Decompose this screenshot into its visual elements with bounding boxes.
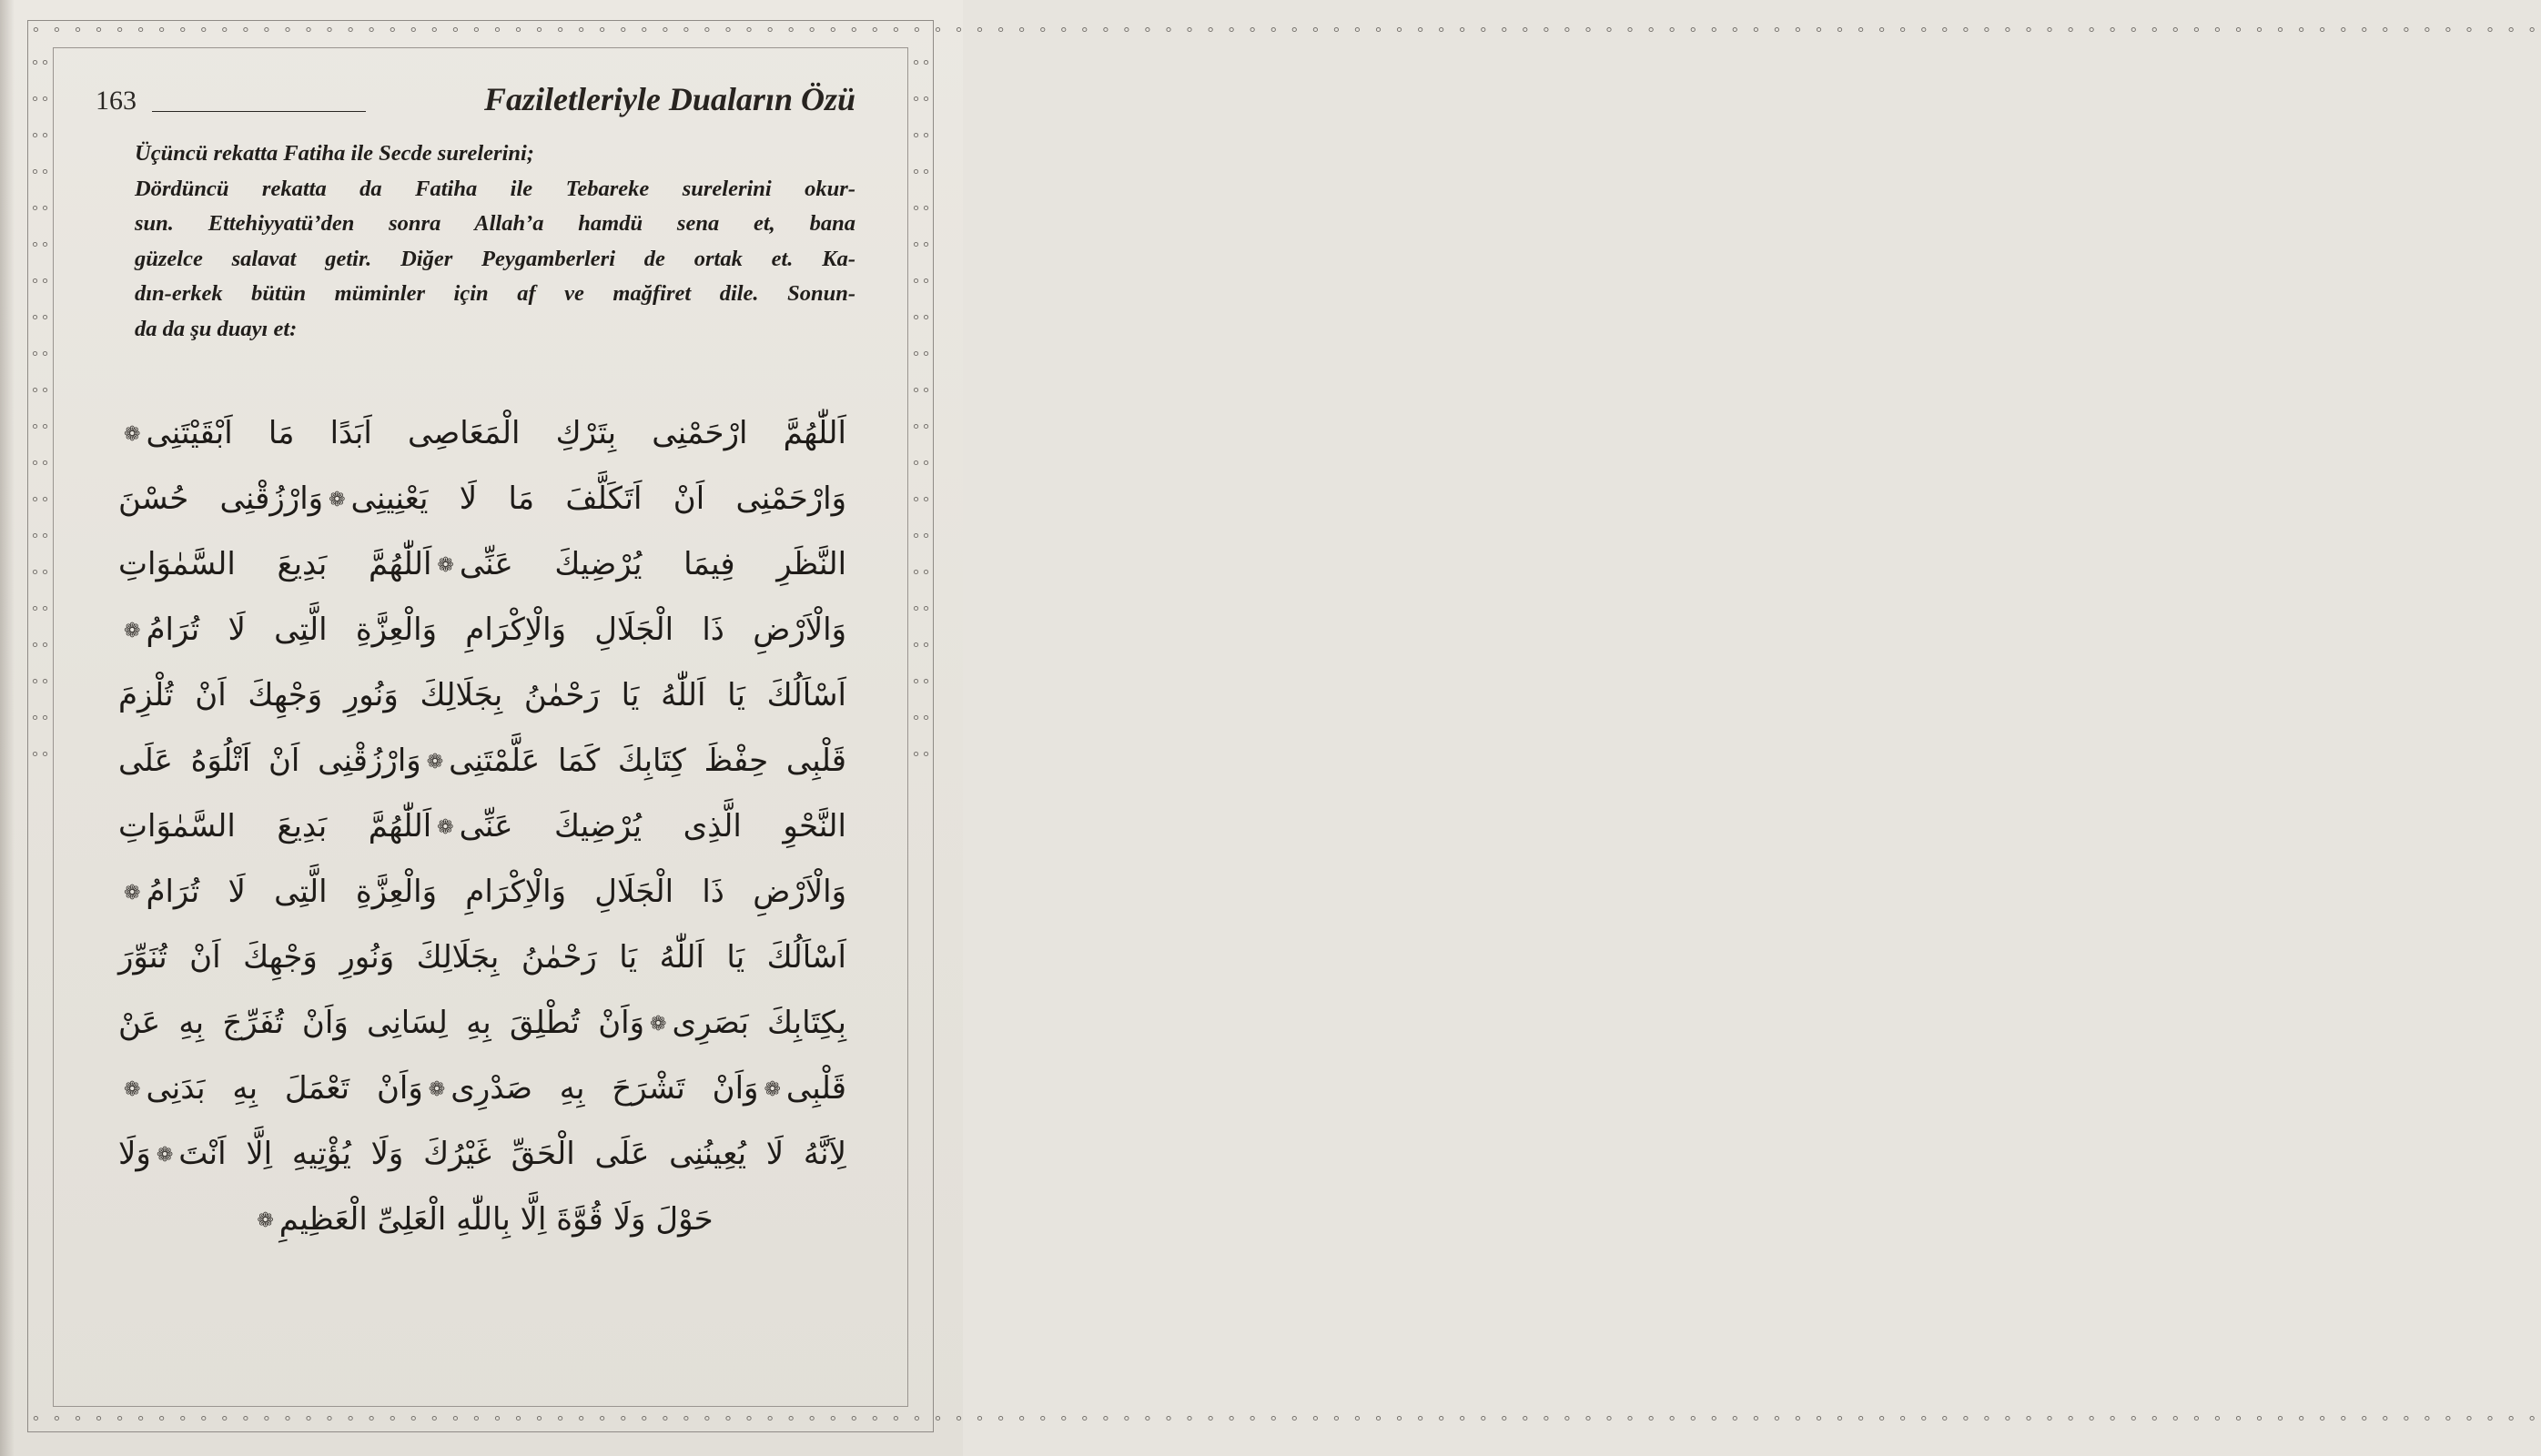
prayer-line-2 (118, 466, 846, 531)
prayer-phrase: لِاَنَّهُ لَا يُعِينُنِى عَلَى الْحَقِّ غَيْرُكَ وَلَا يُؤْتِيهِ اِلَّا اَنْتَ (178, 1136, 846, 1172)
prayer-phrase: وَالْاَرْضِ ذَا الْجَلَالِ وَالْاِكْرَامِ وَالْعِزَّةِ الَّتِى لَا تُرَامُ (146, 874, 846, 910)
page-gutter-shadow (0, 0, 15, 1456)
prayer-phrase: اَسْاَلُكَ يَا اَللّٰهُ يَا رَحْمٰنُ بِجَلَالِكَ وَنُورِ وَجْهِكَ اَنْ تُنَوِّرَ (118, 939, 846, 976)
flower-separator-icon: ❁ (156, 1143, 174, 1167)
page-number: 163 (96, 86, 137, 116)
prayer-line-6 (118, 728, 846, 794)
prayer-phrase: النَّحْوِ الَّذِى يُرْضِيكَ عَنِّى (459, 808, 846, 844)
prayer-phrase: اَللّٰهُمَّ ارْحَمْنِى بِتَرْكِ الْمَعَاصِى اَبَدًا مَا اَبْقَيْتَنِى (146, 415, 846, 451)
prayer-line-7 (118, 794, 846, 859)
flower-separator-icon: ❁ (650, 1012, 667, 1036)
instruction-line: da da şu duayı et: (135, 316, 298, 341)
flower-separator-icon: ❁ (124, 1077, 141, 1101)
prayer-phrase: وَاَنْ تُطْلِقَ بِهِ لِسَانِى وَاَنْ تُفَرِّجَ بِهِ عَنْ (118, 1005, 645, 1041)
prayer-line-8 (118, 859, 846, 925)
prayer-phrase: وَاَنْ تَعْمَلَ بِهِ بَدَنِى (146, 1070, 423, 1107)
prayer-phrase: وَارْزُقْنِى حُسْنَ (118, 480, 324, 517)
prayer-line-12 (118, 1121, 846, 1187)
prayer-line-9 (118, 925, 846, 990)
flower-separator-icon: ❁ (428, 1077, 446, 1101)
prayer-phrase: وَاَنْ تَشْرَحَ بِهِ صَدْرِى (450, 1070, 759, 1107)
prayer-phrase: اَسْاَلُكَ يَا اَللّٰهُ يَا رَحْمٰنُ بِجَلَالِكَ وَنُورِ وَجْهِكَ اَنْ تُلْزِمَ (118, 677, 846, 713)
prayer-line-4 (118, 597, 846, 662)
prayer-text (118, 400, 846, 1252)
flower-separator-icon: ❁ (257, 1208, 274, 1232)
prayer-line-3 (118, 531, 846, 597)
ornament-border-right: ° ° ° ° ° ° ° ° ° ° ° ° ° ° ° ° ° ° ° ° ° ° ° ° ° ° ° ° ° ° ° ° ° ° ° ° ° ° ° ° (913, 56, 929, 765)
prayer-phrase: النَّظَرِ فِيمَا يُرْضِيكَ عَنِّى (459, 546, 847, 582)
flower-separator-icon: ❁ (124, 881, 141, 905)
instruction-line: dın-erkek bütün müminler için af ve mağfiret dile. Sonun- (135, 281, 855, 306)
ornament-border-top: ° ° ° ° ° ° ° ° ° ° ° ° ° ° ° ° ° ° ° ° ° ° ° ° ° ° ° ° ° ° ° ° ° ° ° ° ° ° ° ° ° ° ° ° ° ° ° ° ° ° ° ° ° ° ° ° ° ° ° ° ° ° ° ° ° ° ° ° ° ° ° ° ° ° ° ° ° ° ° ° ° ° ° ° ° ° ° ° ° ° ° ° ° ° ° ° ° ° ° ° ° ° ° ° ° ° ° ° ° ° ° ° ° ° ° ° ° ° ° ° (33, 24, 2541, 41)
ornament-border-bottom: ° ° ° ° ° ° ° ° ° ° ° ° ° ° ° ° ° ° ° ° ° ° ° ° ° ° ° ° ° ° ° ° ° ° ° ° ° ° ° ° ° ° ° ° ° ° ° ° ° ° ° ° ° ° ° ° ° ° ° ° ° ° ° ° ° ° ° ° ° ° ° ° ° ° ° ° ° ° ° ° ° ° ° ° ° ° ° ° ° ° ° ° ° ° ° ° ° ° ° ° ° ° ° ° ° ° ° ° ° ° ° ° ° ° ° ° ° ° ° ° (33, 1412, 2541, 1430)
prayer-line-13 (118, 1187, 846, 1252)
instruction-line: Üçüncü rekatta Fatiha ile Secde surelerini; (135, 141, 534, 166)
instruction-line: Dördüncü rekatta da Fatiha ile Tebareke surelerini okur- (135, 176, 855, 201)
prayer-line-11 (118, 1056, 846, 1121)
prayer-phrase: قَلْبِى حِفْظَ كِتَابِكَ كَمَا عَلَّمْتَنِى (449, 743, 846, 779)
prayer-phrase: وَارْزُقْنِى اَنْ اَتْلُوَهُ عَلَى (118, 743, 421, 779)
flower-separator-icon: ❁ (437, 553, 454, 577)
prayer-phrase: اَللّٰهُمَّ بَدِيعَ السَّمٰوَاتِ (118, 808, 432, 844)
instruction-paragraph (135, 136, 855, 347)
flower-separator-icon: ❁ (329, 488, 346, 511)
instruction-line: güzelce salavat getir. Diğer Peygamberleri de ortak et. Ka- (135, 246, 855, 271)
flower-separator-icon: ❁ (764, 1077, 781, 1101)
prayer-phrase: حَوْلَ وَلَا قُوَّةَ اِلَّا بِاللّٰهِ الْعَلِىِّ الْعَظِيمِ (278, 1201, 714, 1238)
prayer-phrase: وَلَا (118, 1136, 151, 1172)
prayer-phrase: اَللّٰهُمَّ بَدِيعَ السَّمٰوَاتِ (118, 546, 432, 582)
flower-separator-icon: ❁ (124, 422, 141, 446)
flower-separator-icon: ❁ (124, 619, 141, 642)
header-rule (152, 111, 366, 112)
prayer-line-1 (118, 400, 846, 466)
instruction-line: sun. Ettehiyyatü’den sonra Allah’a hamdü sena et, bana (135, 211, 855, 236)
book-title: Faziletleriyle Duaların Özü (483, 81, 855, 117)
prayer-phrase: وَارْحَمْنِى اَنْ اَتَكَلَّفَ مَا لَا يَعْنِينِى (350, 480, 847, 517)
ornament-border-left: ° ° ° ° ° ° ° ° ° ° ° ° ° ° ° ° ° ° ° ° ° ° ° ° ° ° ° ° ° ° ° ° ° ° ° ° ° ° ° ° (32, 56, 48, 765)
prayer-phrase: قَلْبِى (785, 1070, 846, 1107)
prayer-line-5 (118, 662, 846, 728)
prayer-phrase: بِكِتَابِكَ بَصَرِى (672, 1005, 846, 1041)
prayer-phrase: وَالْاَرْضِ ذَا الْجَلَالِ وَالْاِكْرَامِ وَالْعِزَّةِ الَّتِى لَا تُرَامُ (146, 612, 846, 648)
flower-separator-icon: ❁ (426, 750, 444, 774)
flower-separator-icon: ❁ (437, 815, 454, 839)
prayer-line-10 (118, 990, 846, 1056)
running-header (96, 80, 855, 126)
